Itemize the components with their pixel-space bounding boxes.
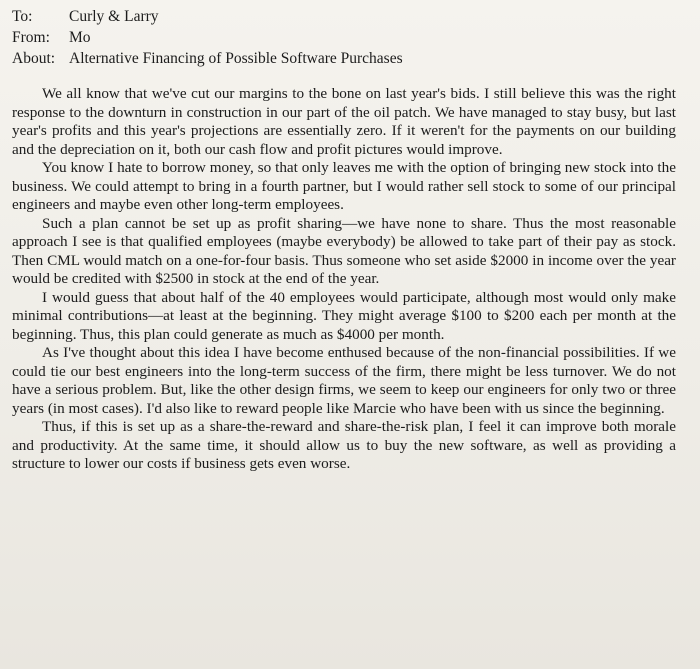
memo-about-line bbox=[12, 48, 676, 69]
memo-to-label: To: bbox=[12, 8, 33, 25]
memo-from-label: From: bbox=[12, 29, 50, 46]
memo-about-value: Alternative Financing of Possible Software Purchases bbox=[69, 50, 403, 67]
memo-to-value: Curly & Larry bbox=[69, 8, 159, 25]
memo-paragraph: As I've thought about this idea I have become enthused because of the non-financial possibilities. If we could tie our best engineers into the long-term success of the firm, there might be less turnover. We do not have a serious problem. But, like the other design firms, we seem to keep our engineers for only two or three years (in most cases). I'd also like to reward people like Marcie who have been with us since the beginning. bbox=[12, 344, 676, 417]
memo-header bbox=[12, 6, 676, 69]
memo-paragraph: You know I hate to borrow money, so that only leaves me with the option of bringing new stock into the business. We could attempt to bring in a fourth partner, but I would rather sell stock to some of our principal engineers and maybe even other long-term employees. bbox=[12, 159, 676, 213]
memo-body bbox=[12, 85, 676, 474]
memo-from-line bbox=[12, 27, 676, 48]
memo-paragraph: Thus, if this is set up as a share-the-reward and share-the-risk plan, I feel it can improve both morale and productivity. At the same time, it should allow us to buy the new software, as well as providing a structure to lower our costs if business gets even worse. bbox=[12, 418, 676, 472]
memo-from-value: Mo bbox=[69, 29, 91, 46]
memo-paragraph: Such a plan cannot be set up as profit sharing—we have none to share. Thus the most reasonable approach I see is that qualified employees (maybe everybody) be allowed to take part of their pay as stock. Then CML would match on a one-for-four basis. Thus someone who set aside $2000 in income over the year would be credited with $2500 in stock at the end of the year. bbox=[12, 214, 676, 287]
memo-to-line bbox=[12, 6, 676, 27]
memo-paragraph: We all know that we've cut our margins to the bone on last year's bids. I still believe this was the right response to the downturn in construction in our part of the oil patch. We have managed to stay busy, but last year's profits and this year's projections are essentially zero. If it weren't for the payments on our building and the depreciation on it, both our cash flow and profit pictures would improve. bbox=[12, 85, 676, 158]
memo-paragraph: I would guess that about half of the 40 employees would participate, although most would only make minimal contributions—at least at the beginning. They might average $100 to $200 each per month at the beginning. Thus, this plan could generate as much as $4000 per month. bbox=[12, 288, 676, 343]
memo-about-label: About: bbox=[12, 50, 56, 67]
